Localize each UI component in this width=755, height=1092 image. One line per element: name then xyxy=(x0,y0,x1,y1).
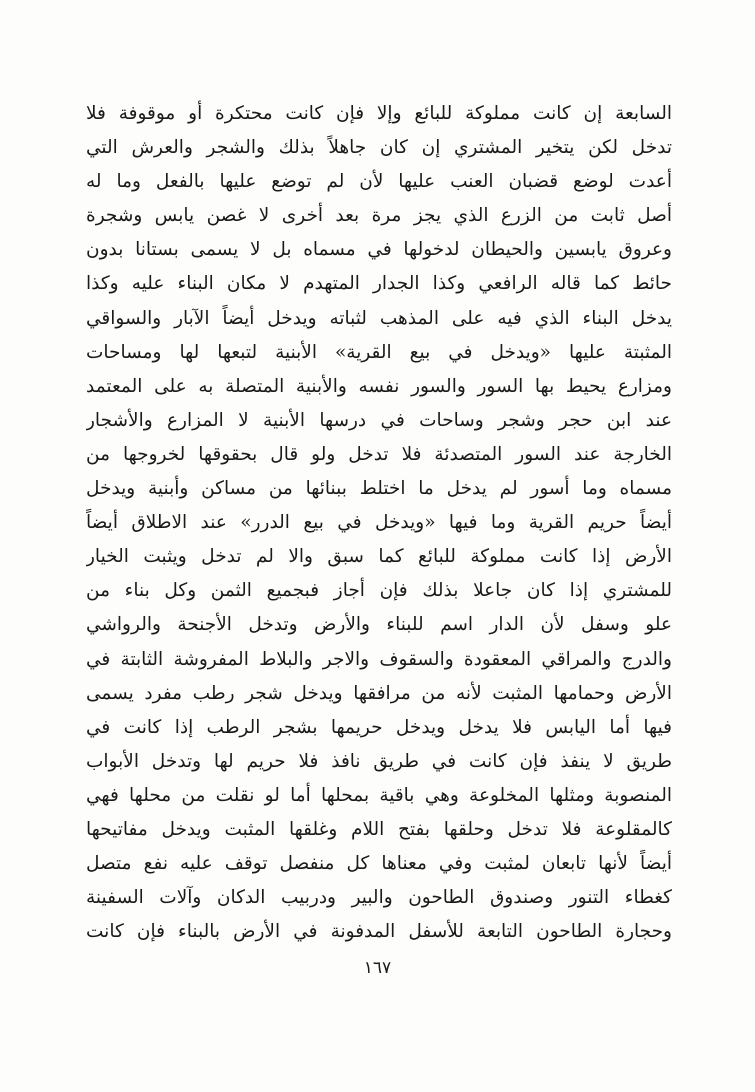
text-line: يدخل البناء الذي فيه على المذهب لثباته ويدخل أيضاً الآبار والسواقي xyxy=(86,307,672,329)
text-line: وحجارة الطاحون التابعة للأسفل المدفونة في الأرض بالبناء فإن كانت xyxy=(86,921,672,943)
text-line: طريق لا ينفذ فإن كانت في طريق نافذ فلا حريم لها وتدخل الأبواب xyxy=(86,750,672,772)
page-number: ١٦٧ xyxy=(363,958,392,978)
text-line: الخارجة عند السور المتصدئة فلا تدخل ولو قال بحقوقها لخروجها من xyxy=(86,443,672,465)
text-line: وعروق يابسين والحيطان لدخولها في مسماه بل لا يسمى بستانا بدون xyxy=(86,239,672,261)
text-line: المنصوبة ومثلها المخلوعة وهي باقية بمحلها أما لو نقلت من محلها فهي xyxy=(86,784,672,806)
text-line: والدرج والمراقي المعقودة والسقوف والاجر والبلاط المفروشة الثابتة في xyxy=(86,648,672,670)
text-line: علو وسفل لأن الدار اسم للبناء والأرض وتدخل الأجنحة والرواشي xyxy=(86,614,672,636)
text-line: فيها أما اليابس فلا يدخل ويدخل حريمها بشجر الرطب إذا كانت في xyxy=(86,716,672,738)
text-line: كالمقلوعة فلا تدخل وحلقها بفتح اللام وغلقها المثبت ويدخل مفاتيحها xyxy=(86,818,672,840)
text-line: ومزارع يحيط بها السور والسور نفسه والأبنية المتصلة به على المعتمد xyxy=(86,375,672,397)
text-line: المثبتة عليها «ويدخل في بيع القرية» الأبنية لتبعها لها ومساحات xyxy=(86,341,672,363)
body-text xyxy=(86,97,672,949)
text-line: السابعة إن كانت مملوكة للبائع وإلا فإن كانت محتكرة أو موقوفة فلا xyxy=(86,103,672,124)
text-line: حائط كما قاله الرافعي وكذا الجدار المتهدم لا مكان البناء عليه وكذا xyxy=(86,273,672,295)
text-line: كغطاء التنور وصندوق الطاحون والبير ودربيب الدكان وآلات السفينة xyxy=(86,887,672,909)
text-line: أيضاً حريم القرية وما فيها «ويدخل في بيع الدرر» عند الاطلاق أيضاً xyxy=(86,512,672,534)
text-line: الأرض وحمامها المثبت لأنه من مرافقها ويدخل شجر رطب مفرد يسمى xyxy=(86,682,672,704)
text-line: أعدت لوضع قضبان العنب عليها لأن لم توضع عليها بالفعل وما له xyxy=(86,171,672,193)
text-line: الأرض إذا كانت مملوكة للبائع كما سبق والا لم تدخل ويثبت الخيار xyxy=(86,546,672,568)
text-line: أصل ثابت من الزرع الذي يجز مرة بعد أخرى لا غصن يابس وشجرة xyxy=(86,205,672,227)
text-line: للمشتري إذا كان جاعلا بذلك فإن أجاز فبجميع الثمن وكل بناء من xyxy=(86,580,672,602)
text-line: عند ابن حجر وشجر وساحات في درسها الأبنية لا المزارع والأشجار xyxy=(86,409,672,431)
text-line: مسماه وما أسور لم يدخل ما اختلط ببنائها من مساكن وأبنية ويدخل xyxy=(86,478,672,500)
text-line: أيضاً لأنها تابعان لمثبت وفي معناها كل منفصل توقف عليه نفع متصل xyxy=(86,853,672,875)
text-line: تدخل لكن يتخير المشتري إن كان جاهلاً بذلك والشجر والعرش التي xyxy=(86,137,672,159)
